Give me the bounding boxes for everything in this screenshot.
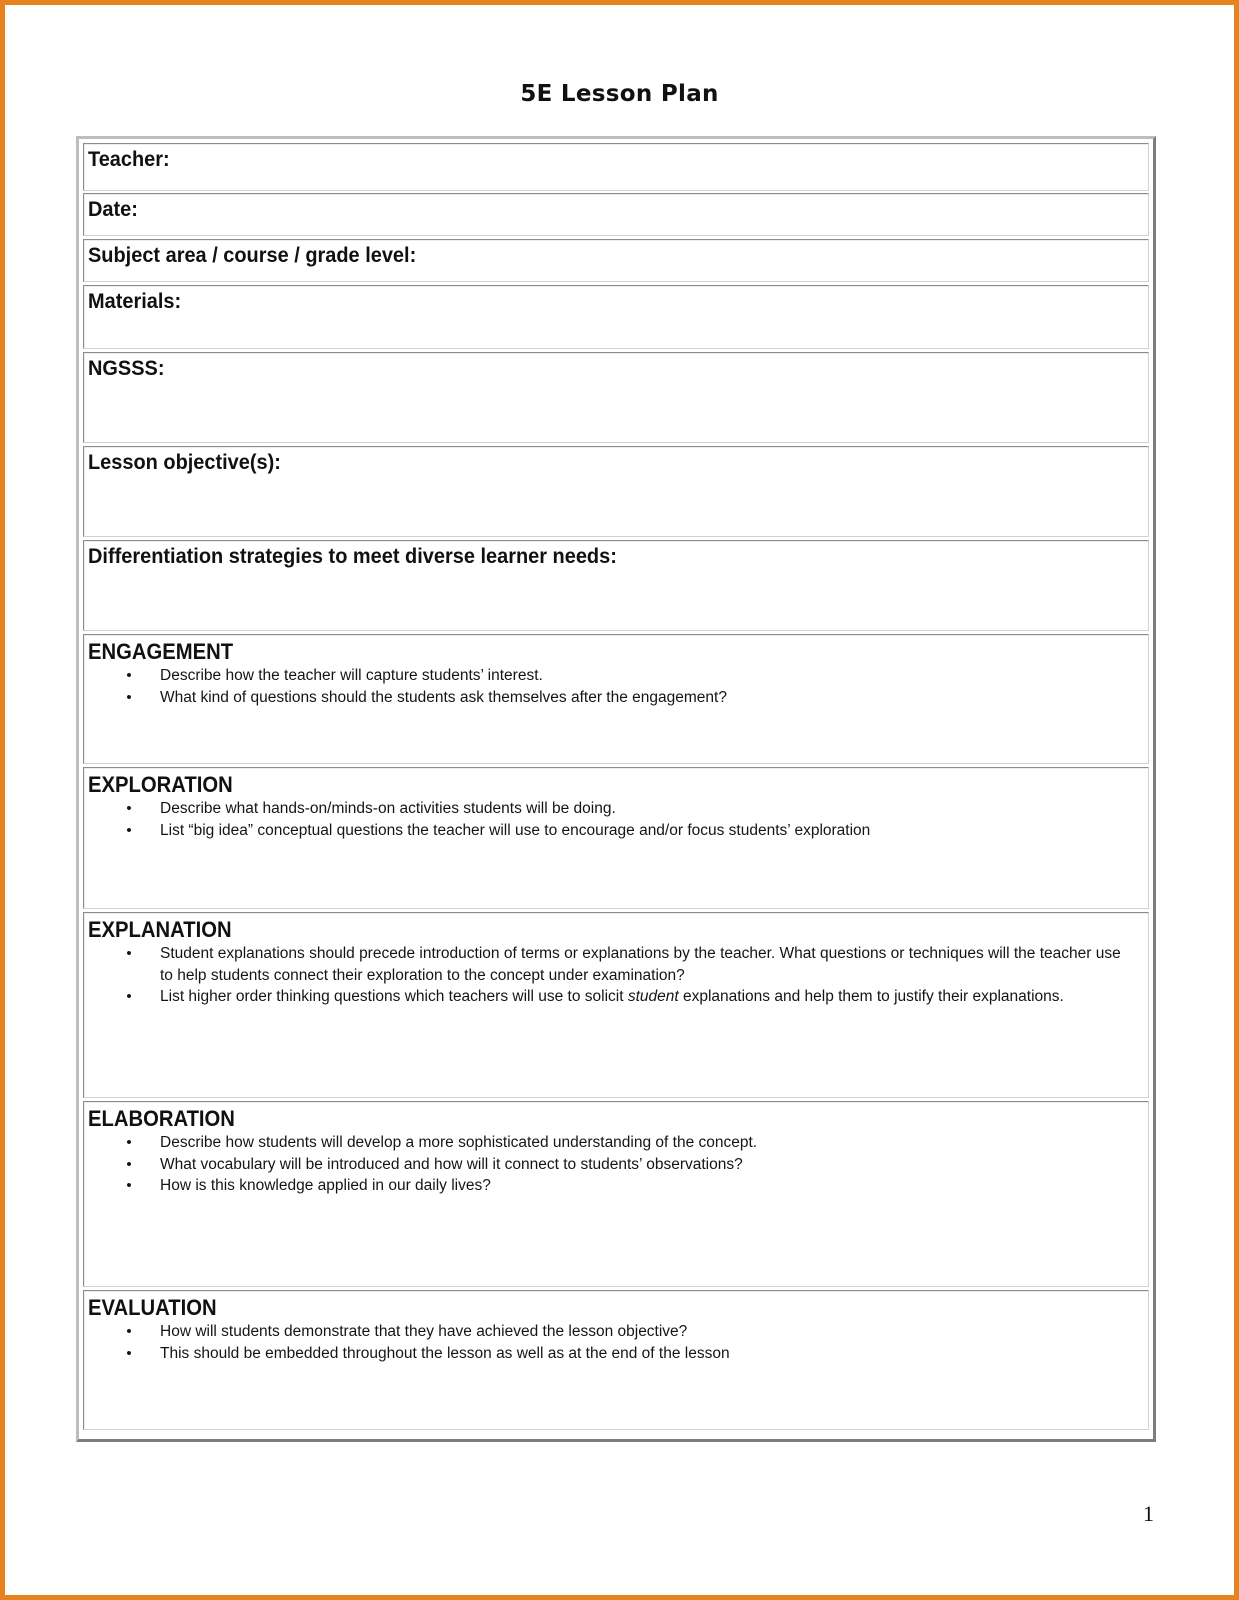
bullet-icon: • [126,945,132,962]
list-item [122,820,1134,842]
bullet-icon: • [126,800,132,817]
evaluation-bullet-list [122,1321,1134,1364]
bullet-icon: • [126,988,132,1005]
document-title: 5E Lesson Plan [520,81,719,107]
bullet-text: Describe how the teacher will capture students’ interest. [160,667,543,684]
objectives-label: Lesson objective(s): [88,451,281,474]
bullet-icon: • [126,1323,132,1340]
ngsss-label: NGSSS: [88,357,165,380]
bullet-text-after: explanations and help them to justify their explanations. [678,988,1064,1005]
engagement-bullet-list [122,665,1134,708]
bullet-text: Student explanations should precede introduction of terms or explanations by the teacher. What questions or techniques will the teacher use to help students connect their exploration to the concept under examination? [160,945,1121,984]
list-item [122,798,1134,820]
list-item [122,665,1134,687]
bullet-text: How is this knowledge applied in our daily lives? [160,1177,491,1194]
subject-field-row [83,239,1149,282]
list-item [122,1175,1134,1197]
explanation-bullet-list [122,943,1134,1008]
explanation-heading: EXPLANATION [88,917,232,942]
elaboration-section [83,1101,1149,1287]
differentiation-label: Differentiation strategies to meet diverse learner needs: [88,545,617,568]
bullet-icon: • [126,1155,132,1173]
bullet-text: What kind of questions should the students ask themselves after the engagement? [160,688,727,706]
engagement-section [83,634,1149,764]
exploration-heading: EXPLORATION [88,772,233,797]
bullet-text-before: List higher order thinking questions which teachers will use to solicit [160,988,628,1005]
bullet-icon: • [126,1344,132,1362]
materials-field-row [83,285,1149,349]
bullet-text: How will students demonstrate that they have achieved the lesson objective? [160,1323,688,1340]
lesson-plan-table [76,136,1156,1442]
elaboration-bullet-list [122,1132,1134,1197]
differentiation-field-row [83,540,1149,631]
list-item [122,986,1134,1008]
bullet-text: This should be embedded throughout the lesson as well as at the end of the lesson [160,1344,730,1362]
list-item [122,1343,1134,1365]
bullet-text: Describe how students will develop a more sophisticated understanding of the concept. [160,1134,758,1151]
evaluation-section [83,1290,1149,1430]
subject-label: Subject area / course / grade level: [88,244,417,267]
list-item [122,687,1134,709]
evaluation-heading: EVALUATION [88,1295,217,1320]
bullet-text: Describe what hands-on/minds-on activities students will be doing. [160,800,616,817]
bullet-icon: • [126,821,132,839]
teacher-label: Teacher: [88,148,170,171]
elaboration-heading: ELABORATION [88,1106,235,1131]
materials-label: Materials: [88,290,182,313]
exploration-bullet-list [122,798,1134,841]
bullet-text-emphasis: student [627,988,679,1005]
list-item [122,1321,1134,1343]
exploration-section [83,767,1149,909]
teacher-field-row [83,143,1149,191]
page-number: 1 [1143,1501,1154,1526]
engagement-heading: ENGAGEMENT [88,639,234,664]
bullet-text: What vocabulary will be introduced and how will it connect to students’ observations? [160,1155,743,1173]
bullet-text: List “big idea” conceptual questions the teacher will use to encourage and/or focus students’ exploration [160,821,871,839]
bullet-icon: • [126,667,132,684]
list-item [122,1132,1134,1154]
objectives-field-row [83,446,1149,537]
bullet-icon: • [126,1177,132,1194]
explanation-section [83,912,1149,1098]
date-field-row [83,193,1149,236]
date-label: Date: [88,198,138,221]
list-item [122,943,1134,986]
bullet-icon: • [126,688,132,706]
ngsss-field-row [83,352,1149,443]
list-item [122,1154,1134,1176]
bullet-icon: • [126,1134,132,1151]
